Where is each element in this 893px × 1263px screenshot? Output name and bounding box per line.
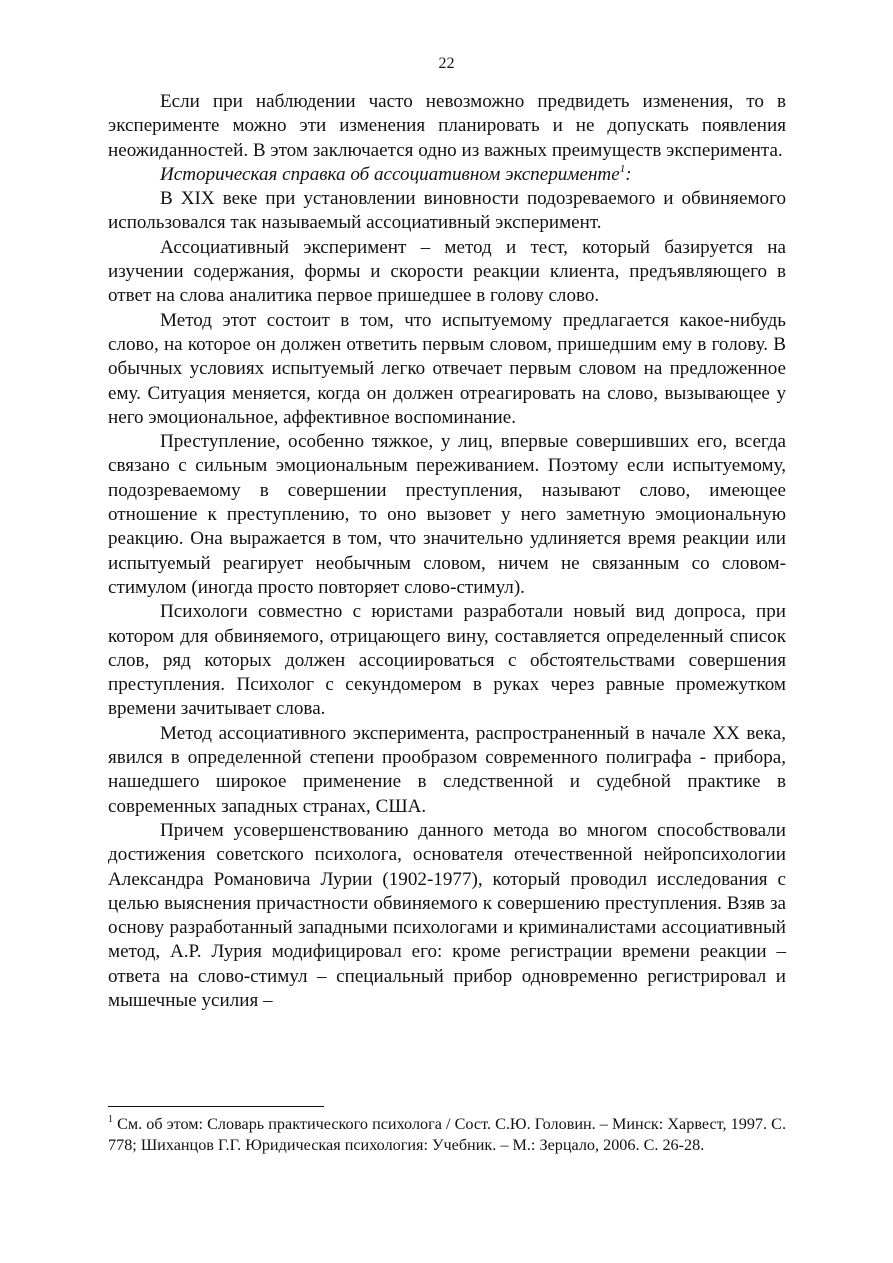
paragraph-1: Если при наблюдении часто невозможно предвидеть изменения, то в эксперименте можно эти изменения планировать и не допускать появления неожиданностей. В этом заключается одно из важных преимуществ эксперимента.	[108, 91, 786, 161]
paragraph-3: Ассоциативный эксперимент – метод и тест, который базируется на изучении содержания, формы и скорости реакции клиента, предъявляющего в ответ на слова аналитика первое пришедшее в голову слово.	[108, 236, 786, 307]
page-number: 22	[438, 55, 455, 72]
paragraph-8: Причем усовершенствованию данного метода во многом способствовали достижения советского психолога, основателя отечественной нейропсихологии Александра Романовича Лурии (1902-1977), который проводил исследования с целью выяснения причастности обвиняемого к совершению преступления. Взяв за основу разработанный западными психологами и криминалистами ассоциативный метод, А.Р. Лурия модифицировал его: кроме регистрации времени реакции – ответа на слово-стимул – специальный прибор одновременно регистрировал и мышечные усилия –	[108, 819, 786, 1011]
paragraph-5: Преступление, особенно тяжкое, у лиц, впервые совершивших его, всегда связано с сильным эмоциональным переживанием. Поэтому если испытуемому, подозреваемому в совершении преступления, называют слово, имеющее отношение к преступлению, то оно вызовет у него заметную эмоциональную реакцию. Она выражается в том, что значительно удлиняется время реакции или испытуемый реагирует необычным словом, ничем не связанным со словом-стимулом (иногда просто повторяет слово-стимул).	[108, 431, 786, 598]
section-heading	[108, 163, 786, 187]
footnote	[108, 1114, 786, 1156]
paragraph-4: Метод этот состоит в том, что испытуемому предлагается какое-нибудь слово, на которое он должен ответить первым словом, пришедшим ему в голову. В обычных условиях испытуемый легко отвечает первым словом на предложенное ему. Ситуация меняется, когда он должен отреагировать на слово, вызывающее у него эмоциональное, аффективное воспоминание.	[108, 309, 786, 428]
footnote-text: См. об этом: Словарь практического психолога / Сост. С.Ю. Головин. – Минск: Харвест, 1997. С. 778; Шиханцов Г.Г. Юридическая психология: Учебник. – М.: Зерцало, 2006. С. 26-28.	[108, 1115, 786, 1154]
footnote-reference[interactable]: 1	[619, 162, 626, 175]
section-heading-colon: :	[625, 163, 632, 185]
paragraph-7: Метод ассоциативного эксперимента, распространенный в начале XX века, явился в определенной степени прообразом современного полиграфа - прибора, нашедшего широкое применение в следственной и судебной практике в современных западных странах, США.	[108, 722, 786, 817]
paragraph-6: Психологи совместно с юристами разработали новый вид допроса, при котором для обвиняемого, отрицающего вину, составляется определенный список слов, ряд которых должен ассоциироваться с обстоятельствами совершения преступления. Психолог с секундомером в руках через равные промежутком времени зачитывает слова.	[108, 601, 786, 720]
paragraph-2: В XIX веке при установлении виновности подозреваемого и обвиняемого использовался так называемый ассоциативный эксперимент.	[108, 188, 786, 234]
main-text	[108, 90, 786, 1013]
section-heading-text: Историческая справка об ассоциативном эксперименте	[160, 163, 620, 185]
footnote-marker: 1	[108, 1113, 113, 1125]
footnote-divider	[108, 1106, 324, 1107]
